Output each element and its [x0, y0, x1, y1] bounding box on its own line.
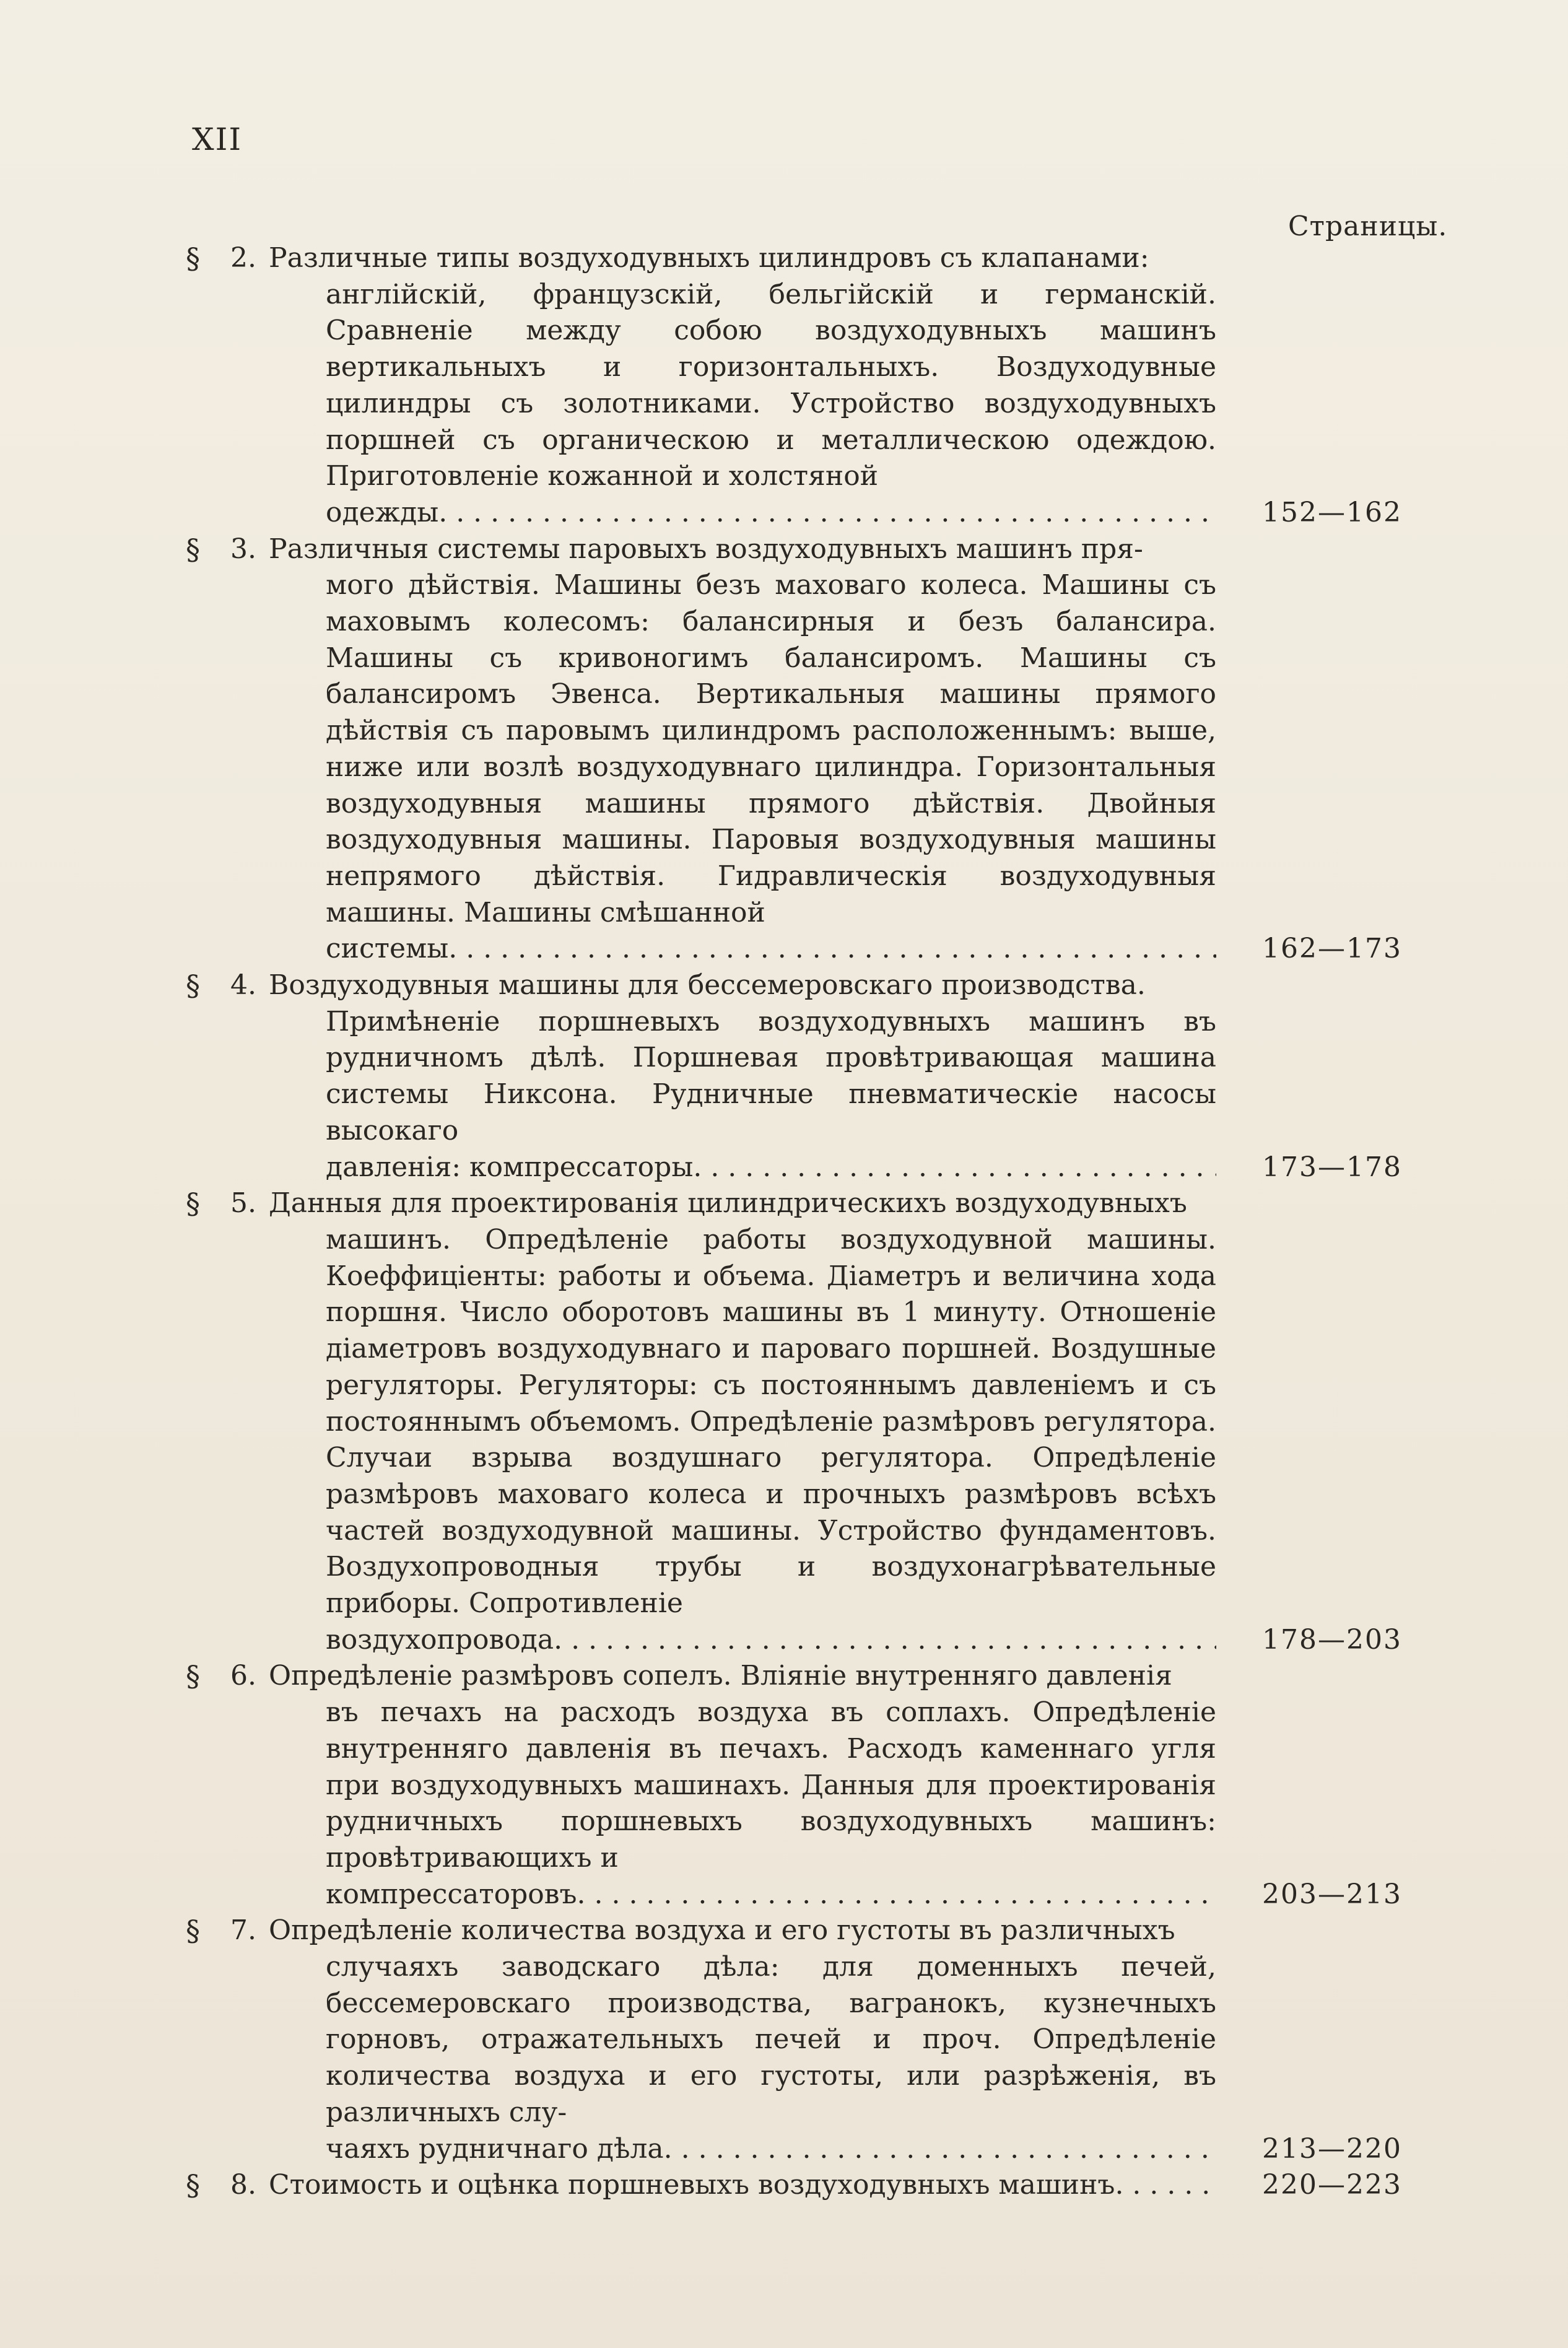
- entry-tail: воздухопровода: [326, 1623, 554, 1656]
- section-number: 4.: [230, 969, 256, 1002]
- page-range: 162—173: [1262, 933, 1402, 965]
- section-number: 2.: [230, 242, 256, 274]
- entry-body: англійскій, французскій, бельгійскій и германскій. Сравненіе между собою воздуходувныхъ машинъ вертикальныхъ и горизонтальныхъ. Воздуходувные цилиндры съ золотниками. Устройство воздуходувныхъ поршней съ органическою и металлическою одеждою. Приготовленіе кожанной и холстяной: [326, 278, 1216, 492]
- page-range: 178—203: [1262, 1623, 1402, 1656]
- dot-leader: [1115, 2167, 1216, 2204]
- entry-text: [269, 967, 1216, 1185]
- dot-leader: [554, 1622, 1216, 1659]
- entry-leader-line: [269, 1877, 1216, 1913]
- section-number: 7.: [230, 1914, 256, 1947]
- entry-first-line: Различные типы воздуходувныхъ цилиндровъ съ клапанами:: [269, 242, 1149, 274]
- section-sign: §: [186, 242, 200, 275]
- section-sign: §: [186, 1187, 200, 1221]
- section-sign: §: [186, 532, 200, 566]
- entry-leader-line: [269, 931, 1216, 967]
- pages-column-header: Страницы.: [1288, 211, 1448, 242]
- dot-leader: [664, 2131, 1216, 2168]
- section-number: 3.: [230, 533, 256, 565]
- section-sign: §: [186, 969, 200, 1003]
- entry-first-line: Стоимость и оцѣнка поршневыхъ воздуходувныхъ машинъ: [269, 2169, 1115, 2201]
- page-range: 220—223: [1262, 2169, 1402, 2201]
- page-range: 173—178: [1262, 1151, 1402, 1183]
- entry-text: [269, 1913, 1216, 2167]
- section-number: 5.: [230, 1187, 256, 1220]
- entry-body: машинъ. Опредѣленіе работы воздуходувной машины. Коеффиціенты: работы и объема. Діаметръ и величина хода поршня. Число оборотовъ машины въ 1 минуту. Отношеніе діаметровъ воздуходувнаго и пароваго поршней. Воздушные регуляторы. Регуляторы: съ постояннымъ давленіемъ и съ постояннымъ объемомъ. Опредѣленіе размѣровъ регулятора. Случаи взрыва воздушнаго регулятора. Опредѣленіе размѣровъ маховаго колеса и прочныхъ размѣровъ всѣхъ частей воздуходувной машины. Устройство фундаментовъ. Воздухопроводныя трубы и воздухонагрѣвательные приборы. Сопротивленіе: [326, 1223, 1216, 1620]
- entry-first-line: Опредѣленіе размѣровъ сопелъ. Вліяніе внутренняго давленія: [269, 1660, 1172, 1692]
- entry-first-line: Воздуходувныя машины для бессемеровскаго производства.: [269, 969, 1146, 1002]
- entry-body: въ печахъ на расходъ воздуха въ соплахъ. Опредѣленіе внутренняго давленія въ печахъ. Расходъ каменнаго угля при воздуходувныхъ машинахъ. Данныя для проектированія рудничныхъ поршневыхъ воздуходувныхъ машинъ: провѣтривающихъ и: [326, 1696, 1216, 1874]
- entry-leader-line: [269, 2131, 1216, 2168]
- entry-text: [269, 531, 1216, 967]
- entry-first-line: Данныя для проектированія цилиндрическихъ воздуходувныхъ: [269, 1187, 1187, 1220]
- toc-entry: [186, 1658, 1449, 1913]
- dot-leader: [438, 495, 1216, 531]
- page-range: 152—162: [1262, 496, 1402, 528]
- entry-first-line: Опредѣленіе количества воздуха и его густоты въ различныхъ: [269, 1914, 1175, 1947]
- entry-tail: чаяхъ рудничнаго дѣла: [326, 2132, 664, 2165]
- entry-tail: системы: [326, 933, 449, 965]
- entry-leader-line: [269, 1622, 1216, 1659]
- page-range: 213—220: [1262, 2132, 1402, 2165]
- entry-leader-line: [269, 495, 1216, 531]
- entry-text: [269, 1185, 1216, 1658]
- toc-entry: [186, 240, 1449, 531]
- dot-leader: [448, 931, 1216, 967]
- toc-entry: [186, 1185, 1449, 1658]
- entry-tail: давленія: компрессаторы: [326, 1151, 694, 1183]
- section-sign: §: [186, 2168, 200, 2202]
- section-number: 6.: [230, 1660, 256, 1692]
- page-range: 203—213: [1262, 1878, 1402, 1910]
- entry-text: [269, 2167, 1216, 2204]
- entry-leader-line: [269, 2167, 1216, 2204]
- entry-first-line: Различныя системы паровыхъ воздуходувныхъ машинъ пря-: [269, 533, 1143, 565]
- section-number: 8.: [230, 2169, 256, 2201]
- entry-tail: компрессаторовъ: [326, 1878, 577, 1910]
- section-sign: §: [186, 1914, 200, 1948]
- entry-body: Примѣненіе поршневыхъ воздуходувныхъ машинъ въ рудничномъ дѣлѣ. Поршневая провѣтривающая машина системы Никсона. Рудничные пневматическіе насосы высокаго: [326, 1005, 1216, 1146]
- entry-body: мого дѣйствія. Машины безъ маховаго колеса. Машины съ маховымъ колесомъ: балансирныя и безъ балансира. Машины съ кривоногимъ балансиромъ. Машины съ балансиромъ Эвенса. Вертикальныя машины прямого дѣйствія съ паровымъ цилиндромъ расположеннымъ: выше, ниже или возлѣ воздуходувнаго цилиндра. Горизонтальныя воздуходувныя машины прямого дѣйствія. Двойныя воздуходувныя машины. Паровыя воздуходувныя машины непрямого дѣйствія. Гидравлическія воздуходувныя машины. Машины смѣшанной: [326, 569, 1216, 928]
- table-of-contents: [186, 240, 1449, 2204]
- page-number: XII: [192, 121, 243, 157]
- toc-entry: [186, 531, 1449, 967]
- toc-entry: [186, 2167, 1449, 2204]
- toc-entry: [186, 967, 1449, 1185]
- entry-tail: одежды: [326, 496, 439, 528]
- dot-leader: [577, 1877, 1216, 1913]
- section-sign: §: [186, 1659, 200, 1693]
- entry-leader-line: [269, 1150, 1216, 1186]
- toc-entry: [186, 1913, 1449, 2167]
- dot-leader: [693, 1150, 1216, 1186]
- entry-text: [269, 1658, 1216, 1913]
- entry-body: случаяхъ заводскаго дѣла: для доменныхъ печей, бессемеровскаго производства, вагранокъ, кузнечныхъ горновъ, отражательныхъ печей и проч. Опредѣленіе количества воздуха и его густоты, или разрѣженія, въ различныхъ слу-: [326, 1951, 1216, 2128]
- entry-text: [269, 240, 1216, 531]
